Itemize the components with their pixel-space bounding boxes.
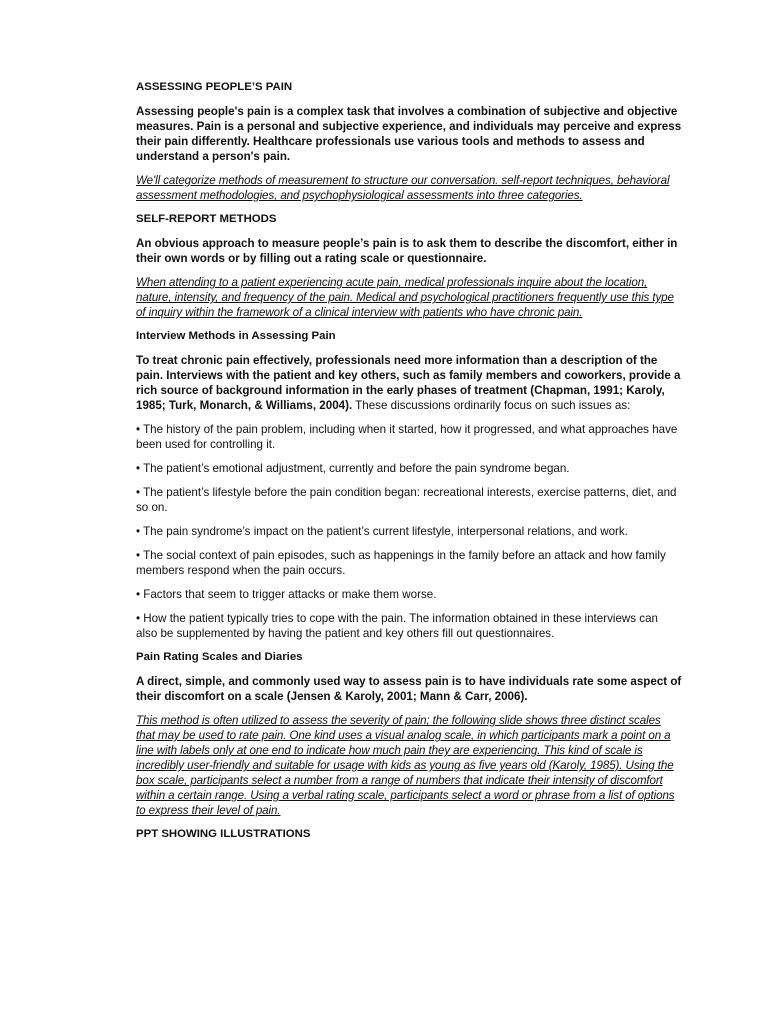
bullet-item: • The pain syndrome’s impact on the patient’s current lifestyle, interpersonal relations, and work. bbox=[136, 525, 628, 538]
rating-paragraph: A direct, simple, and commonly used way to assess pain is to have individuals rate some aspect of their discomfort on a scale (Jensen & Karoly, 2001; Mann & Carr, 2006). bbox=[136, 675, 682, 703]
self-report-paragraph: An obvious approach to measure people’s pain is to ask them to describe the discomfort, either in their own words or by filling out a rating scale or questionnaire. bbox=[136, 237, 678, 265]
rating-note: This method is often utilized to assess the severity of pain; the following slide shows three distinct scales that may be used to rate pain. One kind uses a visual analog scale, in which participants mark a point on a line with labels only at one end to indicate how much pain they are experiencing. This kind of scale is incredibly user-friendly and suitable for usage with kids as young as five years old (Karoly, 1985). Using the box scale, participants select a number from a range of numbers that indicate their intensity of discomfort within a certain range. Using a verbal rating scale, participants select a word or phrase from a list of options to express their level of pain. bbox=[136, 714, 675, 817]
self-report-heading: SELF-REPORT METHODS bbox=[136, 213, 277, 225]
interview-paragraph bbox=[136, 353, 682, 413]
interview-paragraph-bold: To treat chronic pain effectively, professionals need more information than a description of the pain. Interviews with the patient and key others, such as family members and coworkers, provide a rich source of background information in the early phases of treatment (Chapman, 1991; Karoly, 1985; Turk, Monarch, & Williams, 2004). bbox=[136, 354, 681, 412]
self-report-note: When attending to a patient experiencing acute pain, medical professionals inquire about the location, nature, intensity, and frequency of the pain. Medical and psychological practitioners frequently use this type of inquiry within the framework of a clinical interview with patients who have chronic pain. bbox=[136, 276, 674, 319]
ppt-heading: PPT SHOWING ILLUSTRATIONS bbox=[136, 828, 311, 840]
interview-heading: Interview Methods in Assessing Pain bbox=[136, 330, 336, 342]
intro-note: We'll categorize methods of measurement to structure our conversation. self-report techniques, behavioral assessment methodologies, and psychophysiological assessments into three categories. bbox=[136, 174, 670, 202]
document-title: ASSESSING PEOPLE’S PAIN bbox=[136, 81, 293, 93]
bullet-item: • The history of the pain problem, including when it started, how it progressed, and what approaches have been used for controlling it. bbox=[136, 423, 678, 451]
document-page bbox=[136, 80, 682, 851]
bullet-item: • Factors that seem to trigger attacks or make them worse. bbox=[136, 588, 437, 601]
intro-paragraph: Assessing people's pain is a complex task that involves a combination of subjective and objective measures. Pain is a personal and subjective experience, and individuals may perceive and express their pain differently. Healthcare professionals use various tools and methods to assess and understand a person's pain. bbox=[136, 105, 682, 163]
bullet-item: • How the patient typically tries to cope with the pain. The information obtained in these interviews can also be supplemented by having the patient and key others fill out questionnaires. bbox=[136, 612, 658, 640]
interview-paragraph-plain: These discussions ordinarily focus on such issues as: bbox=[352, 399, 631, 412]
bullet-item: • The patient’s emotional adjustment, currently and before the pain syndrome began. bbox=[136, 462, 570, 475]
bullet-item: • The social context of pain episodes, such as happenings in the family before an attack and how family members respond when the pain occurs. bbox=[136, 549, 666, 577]
rating-heading: Pain Rating Scales and Diaries bbox=[136, 651, 303, 663]
bullet-item: • The patient’s lifestyle before the pain condition began: recreational interests, exercise patterns, diet, and so on. bbox=[136, 486, 677, 514]
